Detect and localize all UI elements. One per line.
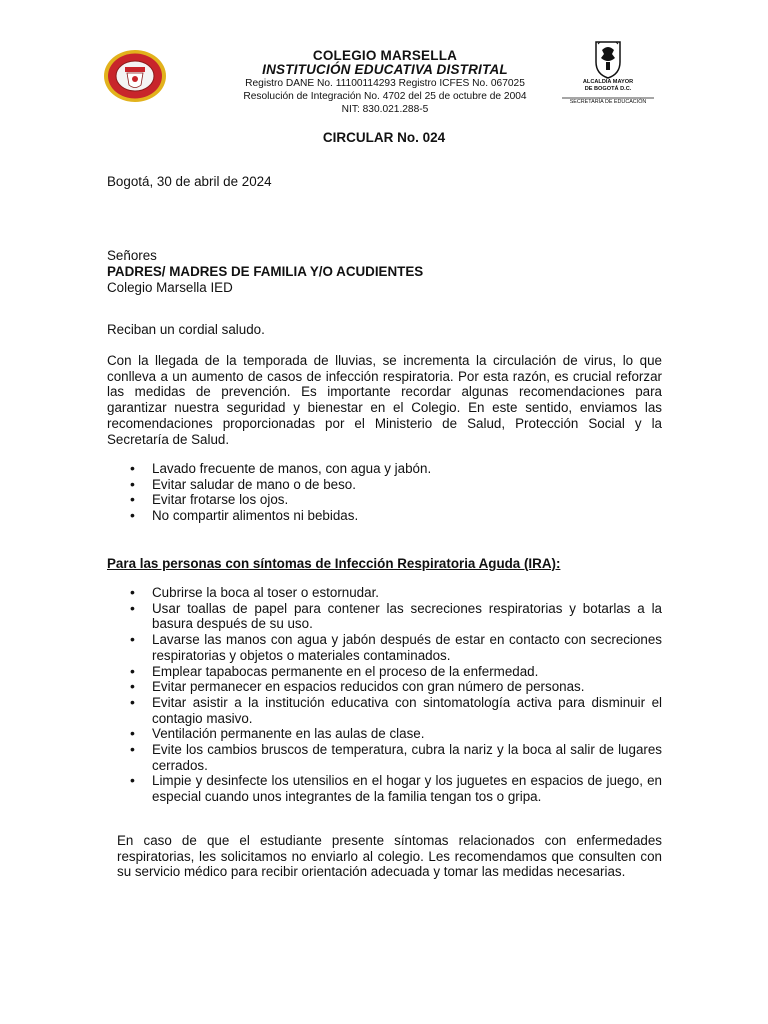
- list-item: • Evitar frotarse los ojos.: [107, 492, 662, 508]
- institution-name: INSTITUCIÓN EDUCATIVA DISTRITAL: [262, 62, 508, 77]
- letterhead: [220, 49, 550, 116]
- list-item: • Cubrirse la boca al toser o estornudar.: [107, 585, 662, 601]
- alcaldia-line-2: DE BOGOTÁ D.C.: [584, 86, 632, 92]
- nit-line: NIT: 830.021.288-5: [341, 104, 429, 115]
- addressee-line-1: Señores: [107, 248, 157, 263]
- intro-paragraph: Con la llegada de la temporada de lluvias, se incrementa la circulación de virus, lo que conlleva a un aumento de casos de infección respiratoria. Por esta razón, es crucial reforzar las medidas de prevención. Es importante recordar algunas recomendaciones para garantizar nuestra seguridad y bienestar en el Colegio. En este sentido, enviamos las recomendaciones proporcionadas por el Ministerio de Salud, Protección Social y la Secretaría de Salud.: [107, 353, 662, 447]
- school-name: COLEGIO MARSELLA: [312, 48, 458, 63]
- alcaldia-line-1: ALCALDÍA MAYOR: [582, 79, 634, 85]
- addressee-line-3: Colegio Marsella IED: [107, 280, 233, 295]
- resolucion-line: Resolución de Integración No. 4702 del 25 de octubre de 2004: [243, 91, 527, 102]
- closing-paragraph: En caso de que el estudiante presente síntomas relacionados con enfermedades respiratorias, les solicitamos no enviarlo al colegio. Les recomendamos que consulten con su servicio médico para recibir orientación adecuada y tomar las medidas necesarias.: [117, 833, 662, 880]
- addressee-line-2: PADRES/ MADRES DE FAMILIA Y/O ACUDIENTES: [107, 264, 424, 279]
- ira-heading: Para las personas con síntomas de Infección Respiratoria Aguda (IRA):: [107, 556, 561, 571]
- circular-title: CIRCULAR No. 024: [322, 130, 446, 145]
- registro-line: Registro DANE No. 11100114293 Registro ICFES No. 067025: [245, 78, 525, 89]
- list-item: • Lavado frecuente de manos, con agua y jabón.: [107, 461, 662, 477]
- alcaldia-logo: [560, 40, 656, 108]
- list-item: • Usar toallas de papel para contener las secreciones respiratorias y botarlas a la basura después de su uso.: [107, 601, 662, 632]
- list-item: • Evitar asistir a la institución educativa con sintomatología activa para disminuir el contagio masivo.: [107, 695, 662, 726]
- circular-date: Bogotá, 30 de abril de 2024: [107, 174, 272, 189]
- list-item: • Emplear tapabocas permanente en el proceso de la enfermedad.: [107, 664, 662, 680]
- list-item: • Evitar saludar de mano o de beso.: [107, 477, 662, 493]
- ira-recommendations-list: [107, 585, 662, 805]
- general-recommendations-list: [107, 461, 662, 524]
- list-item: • Lavarse las manos con agua y jabón después de estar en contacto con secreciones respiratorias y objetos o materiales contaminados.: [107, 632, 662, 663]
- list-item: • Evitar permanecer en espacios reducidos con gran número de personas.: [107, 679, 662, 695]
- list-item: • Ventilación permanente en las aulas de clase.: [107, 726, 662, 742]
- greeting: Reciban un cordial saludo.: [107, 322, 265, 337]
- secretaria-line: SECRETARÍA DE EDUCACIÓN: [569, 99, 647, 105]
- list-item: • Evite los cambios bruscos de temperatura, cubra la nariz y la boca al salir de lugares cerrados.: [107, 742, 662, 773]
- list-item: • No compartir alimentos ni bebidas.: [107, 508, 662, 524]
- school-crest-logo: [103, 49, 167, 103]
- list-item: • Limpie y desinfecte los utensilios en el hogar y los juguetes en espacios de juego, en especial cuando unos integrantes de la familia tengan tos o gripa.: [107, 773, 662, 804]
